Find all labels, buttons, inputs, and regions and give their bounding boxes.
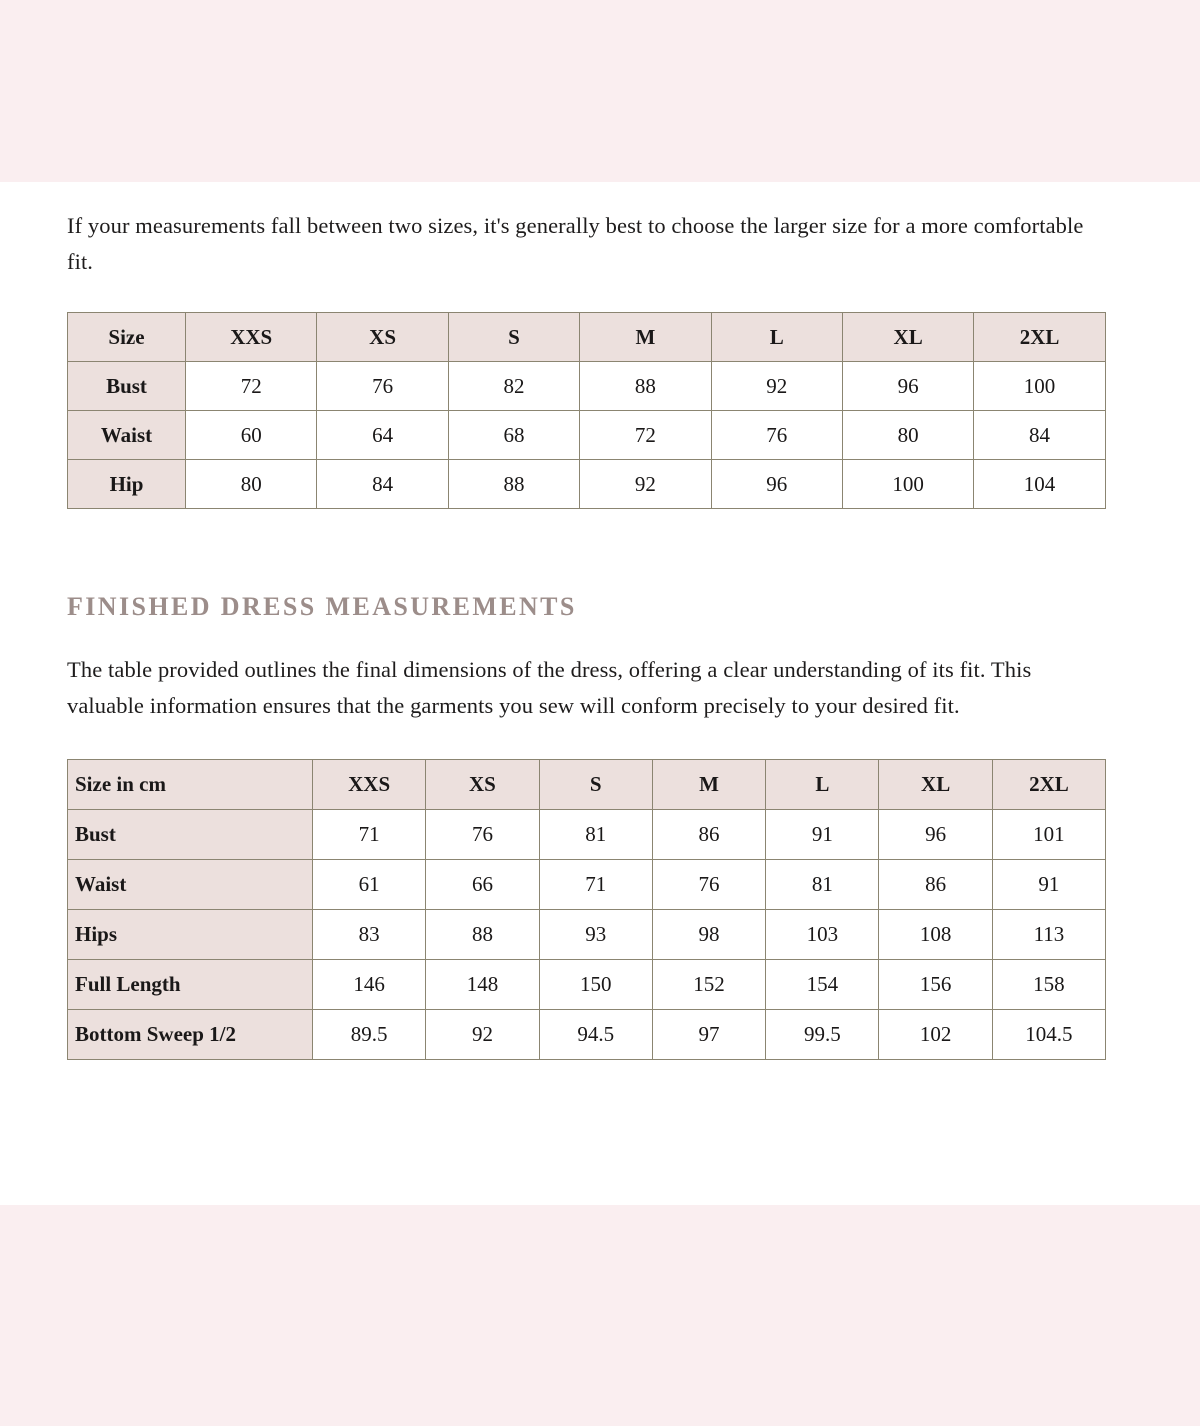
cell-value: 82 bbox=[448, 362, 579, 411]
cell-value: 103 bbox=[766, 910, 879, 960]
cell-value: 84 bbox=[974, 411, 1105, 460]
column-header-l: L bbox=[711, 313, 842, 362]
cell-value: 76 bbox=[317, 362, 448, 411]
row-label-bust: Bust bbox=[68, 810, 313, 860]
cell-value: 88 bbox=[426, 910, 539, 960]
cell-value: 97 bbox=[652, 1010, 765, 1060]
row-label-bottom-sweep: Bottom Sweep 1/2 bbox=[68, 1010, 313, 1060]
cell-value: 60 bbox=[186, 411, 317, 460]
cell-value: 100 bbox=[974, 362, 1105, 411]
cell-value: 156 bbox=[879, 960, 992, 1010]
column-header-s: S bbox=[539, 760, 652, 810]
cell-value: 71 bbox=[539, 860, 652, 910]
cell-value: 89.5 bbox=[313, 1010, 426, 1060]
cell-value: 71 bbox=[313, 810, 426, 860]
row-label-hip: Hip bbox=[68, 460, 186, 509]
cell-value: 98 bbox=[652, 910, 765, 960]
cell-value: 83 bbox=[313, 910, 426, 960]
table-row bbox=[68, 411, 1106, 460]
finished-dress-paragraph: The table provided outlines the final dimensions of the dress, offering a clear understanding of its fit. This valuable information ensures that the garments you sew will conform precisely to your desired fit. bbox=[67, 657, 1032, 718]
table-header-row bbox=[68, 760, 1106, 810]
cell-value: 64 bbox=[317, 411, 448, 460]
cell-value: 61 bbox=[313, 860, 426, 910]
column-header-s: S bbox=[448, 313, 579, 362]
heading-spacer bbox=[67, 620, 1107, 652]
cell-value: 92 bbox=[426, 1010, 539, 1060]
cell-value: 76 bbox=[652, 860, 765, 910]
cell-value: 104.5 bbox=[992, 1010, 1105, 1060]
content-column bbox=[67, 182, 1107, 1060]
cell-value: 66 bbox=[426, 860, 539, 910]
cell-value: 101 bbox=[992, 810, 1105, 860]
cell-value: 154 bbox=[766, 960, 879, 1010]
column-header-l: L bbox=[766, 760, 879, 810]
cell-value: 72 bbox=[580, 411, 711, 460]
cell-value: 150 bbox=[539, 960, 652, 1010]
cell-value: 146 bbox=[313, 960, 426, 1010]
cell-value: 88 bbox=[580, 362, 711, 411]
cell-value: 86 bbox=[879, 860, 992, 910]
cell-value: 91 bbox=[766, 810, 879, 860]
cell-value: 100 bbox=[842, 460, 973, 509]
top-decorative-band bbox=[0, 0, 1200, 182]
column-header-2xl: 2XL bbox=[974, 313, 1105, 362]
table-row bbox=[68, 1010, 1106, 1060]
cell-value: 88 bbox=[448, 460, 579, 509]
cell-value: 72 bbox=[186, 362, 317, 411]
column-header-size: Size bbox=[68, 313, 186, 362]
cell-value: 92 bbox=[711, 362, 842, 411]
cell-value: 80 bbox=[186, 460, 317, 509]
table-header-row bbox=[68, 313, 1106, 362]
cell-value: 102 bbox=[879, 1010, 992, 1060]
column-header-xs: XS bbox=[317, 313, 448, 362]
cell-value: 76 bbox=[426, 810, 539, 860]
table-row bbox=[68, 960, 1106, 1010]
column-header-xl: XL bbox=[842, 313, 973, 362]
table-row bbox=[68, 362, 1106, 411]
table-row bbox=[68, 460, 1106, 509]
column-header-xs: XS bbox=[426, 760, 539, 810]
cell-value: 96 bbox=[879, 810, 992, 860]
cell-value: 158 bbox=[992, 960, 1105, 1010]
cell-value: 104 bbox=[974, 460, 1105, 509]
column-header-xxs: XXS bbox=[186, 313, 317, 362]
cell-value: 152 bbox=[652, 960, 765, 1010]
column-header-xl: XL bbox=[879, 760, 992, 810]
table-spacer bbox=[67, 724, 1107, 759]
cell-value: 81 bbox=[766, 860, 879, 910]
cell-value: 99.5 bbox=[766, 1010, 879, 1060]
table-row bbox=[68, 860, 1106, 910]
finished-dress-table bbox=[67, 759, 1106, 1060]
row-label-bust: Bust bbox=[68, 362, 186, 411]
row-label-waist: Waist bbox=[68, 860, 313, 910]
cell-value: 96 bbox=[842, 362, 973, 411]
section-spacer bbox=[67, 509, 1107, 594]
body-measurements-table bbox=[67, 312, 1106, 509]
column-header-xxs: XXS bbox=[313, 760, 426, 810]
column-header-m: M bbox=[580, 313, 711, 362]
cell-value: 93 bbox=[539, 910, 652, 960]
row-label-waist: Waist bbox=[68, 411, 186, 460]
table-row bbox=[68, 910, 1106, 960]
cell-value: 92 bbox=[580, 460, 711, 509]
row-label-hips: Hips bbox=[68, 910, 313, 960]
cell-value: 108 bbox=[879, 910, 992, 960]
column-header-size-in-cm: Size in cm bbox=[68, 760, 313, 810]
document-page bbox=[0, 182, 1200, 1205]
cell-value: 113 bbox=[992, 910, 1105, 960]
cell-value: 91 bbox=[992, 860, 1105, 910]
cell-value: 96 bbox=[711, 460, 842, 509]
cell-value: 86 bbox=[652, 810, 765, 860]
table-row bbox=[68, 810, 1106, 860]
cell-value: 81 bbox=[539, 810, 652, 860]
column-header-m: M bbox=[652, 760, 765, 810]
column-header-2xl: 2XL bbox=[992, 760, 1105, 810]
section-heading-finished-dress: FINISHED DRESS MEASUREMENTS bbox=[67, 592, 577, 621]
cell-value: 68 bbox=[448, 411, 579, 460]
bottom-decorative-band bbox=[0, 1205, 1200, 1426]
cell-value: 76 bbox=[711, 411, 842, 460]
intro-paragraph: If your measurements fall between two sizes, it's generally best to choose the larger size for a more comfortable fit. bbox=[67, 213, 1084, 274]
cell-value: 80 bbox=[842, 411, 973, 460]
row-label-full-length: Full Length bbox=[68, 960, 313, 1010]
cell-value: 148 bbox=[426, 960, 539, 1010]
cell-value: 84 bbox=[317, 460, 448, 509]
cell-value: 94.5 bbox=[539, 1010, 652, 1060]
